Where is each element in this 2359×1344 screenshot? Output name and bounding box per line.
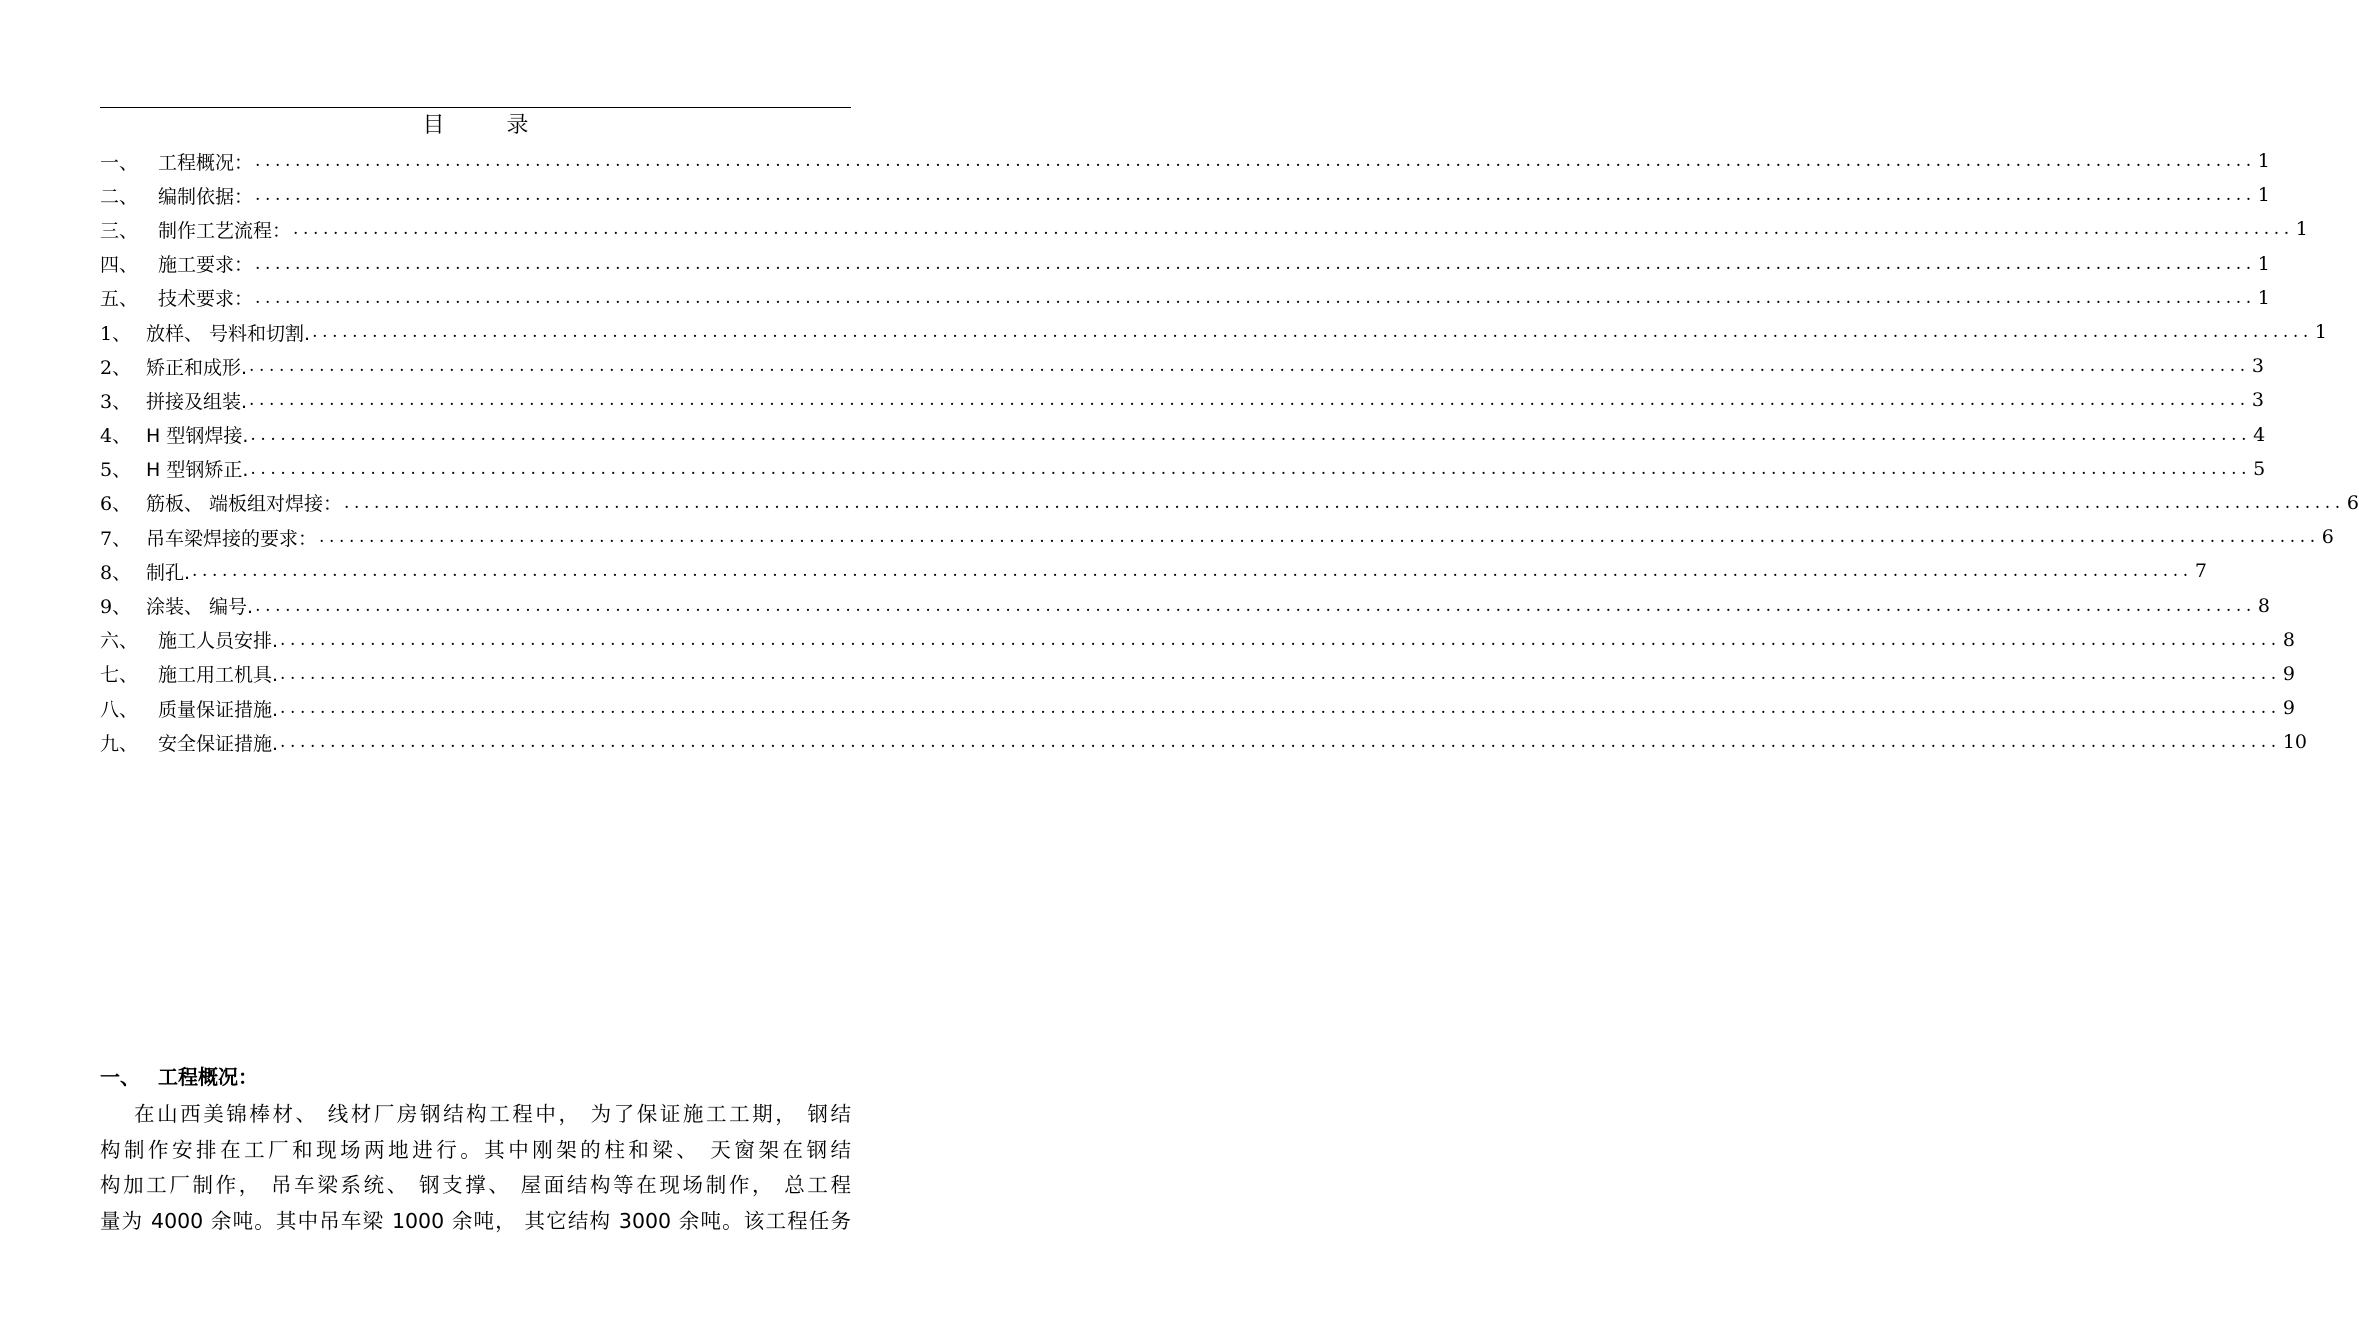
toc-entry[interactable] (100, 691, 2295, 725)
toc-entry-number: 9、 (100, 596, 132, 619)
toc-entry[interactable] (100, 281, 2270, 315)
toc-dot-leader: ........................................................................................................................................................................................................ (255, 185, 2256, 206)
body-line: 构加工厂制作， 吊车梁系统、 钢支撑、 屋面结构等在现场制作， 总工程 (100, 1173, 851, 1197)
section-number: 一、 (100, 1065, 140, 1089)
toc-dot-leader: ........................................................................................................................................................................................................ (280, 732, 2281, 753)
toc-entry-number: 1、 (100, 322, 132, 345)
toc-entry[interactable] (100, 520, 2334, 554)
toc-entry-label: 吊车梁焊接的要求： (146, 527, 318, 550)
toc-entry-page: 1 (2295, 218, 2308, 241)
section-title: 工程概况： (158, 1065, 258, 1089)
toc-entry-number: 3、 (100, 390, 132, 413)
toc-entry-number: 八、 (100, 698, 139, 721)
toc-entry[interactable] (100, 315, 2327, 349)
toc-title-char-1: 目 (422, 113, 445, 138)
toc-entry-page: 9 (2282, 662, 2295, 685)
toc-entry[interactable] (100, 623, 2295, 657)
toc-dot-leader: ........................................................................................................................................................................................................ (312, 322, 2313, 343)
toc-entry-page: 9 (2282, 697, 2295, 720)
toc-dot-leader: ........................................................................................................................................................................................................ (249, 390, 2250, 411)
toc-entry-label: 施工要求： (158, 254, 254, 277)
toc-entry-label: 制孔. (146, 561, 191, 584)
toc-entry-page: 1 (2257, 252, 2270, 275)
toc-entry-page: 8 (2282, 628, 2295, 651)
toc-entry-label: H 型钢矫正. (146, 459, 249, 482)
toc-entry[interactable] (100, 212, 2308, 246)
toc-entry-number: 二、 (100, 185, 139, 208)
toc-entry[interactable] (100, 418, 2266, 452)
header-rule (100, 107, 851, 108)
toc-dot-leader: ........................................................................................................................................................................................................ (255, 287, 2256, 308)
toc-entry-label: 涂装、 编号. (146, 596, 254, 619)
toc-entry-number: 一、 (100, 151, 139, 174)
toc-dot-leader: ........................................................................................................................................................................................................ (280, 698, 2281, 719)
toc-entry-number: 7、 (100, 527, 132, 550)
toc-entry-label: 筋板、 端板组对焊接： (146, 493, 343, 516)
toc-entry-label: 安全保证措施. (158, 732, 279, 755)
toc-entry-label: 施工用工机具. (158, 664, 279, 687)
toc-entry[interactable] (100, 588, 2270, 622)
toc-entry-page: 7 (2194, 560, 2207, 583)
toc-dot-leader: ........................................................................................................................................................................................................ (255, 253, 2256, 274)
toc-entry-number: 九、 (100, 732, 139, 755)
toc-dot-leader: ........................................................................................................................................................................................................ (344, 492, 2345, 513)
toc-entry-number: 五、 (100, 288, 139, 311)
toc-title (100, 112, 851, 140)
toc-entry[interactable] (100, 178, 2270, 212)
body-line: 量为 4000 余吨。其中吊车梁 1000 余吨， 其它结构 3000 余吨。该工程任务 (100, 1208, 851, 1233)
table-of-contents (100, 144, 2359, 759)
toc-dot-leader: ........................................................................................................................................................................................................ (249, 356, 2250, 377)
section-heading (100, 1062, 851, 1094)
toc-entry-label: 矫正和成形. (146, 356, 248, 379)
toc-entry[interactable] (100, 383, 2264, 417)
toc-entry-label: 放样、 号料和切割. (146, 322, 311, 345)
toc-entry-page: 3 (2251, 355, 2264, 378)
toc-title-char-2: 录 (506, 113, 529, 138)
toc-dot-leader: ........................................................................................................................................................................................................ (250, 458, 2252, 479)
toc-dot-leader: ........................................................................................................................................................................................................ (192, 561, 2193, 582)
toc-entry-label: 拼接及组装. (146, 390, 248, 413)
toc-entry-page: 1 (2257, 286, 2270, 309)
body-line: 在山西美锦棒材、 线材厂房钢结构工程中， 为了保证施工工期， 钢结 (134, 1102, 851, 1126)
toc-entry-page: 1 (2257, 150, 2270, 173)
toc-entry-number: 6、 (100, 493, 132, 516)
toc-dot-leader: ........................................................................................................................................................................................................ (250, 424, 2252, 445)
toc-dot-leader: ........................................................................................................................................................................................................ (255, 595, 2256, 616)
toc-dot-leader: ........................................................................................................................................................................................................ (280, 629, 2281, 650)
toc-entry-label: 施工人员安排. (158, 630, 279, 653)
toc-entry-number: 5、 (100, 459, 132, 482)
toc-entry[interactable] (100, 452, 2266, 486)
toc-entry-label: H 型钢焊接. (146, 425, 249, 448)
body-line: 构制作安排在工厂和现场两地进行。其中刚架的柱和梁、 天窗架在钢结 (100, 1137, 851, 1162)
toc-entry[interactable] (100, 657, 2295, 691)
toc-entry[interactable] (100, 144, 2270, 178)
toc-entry[interactable] (100, 349, 2264, 383)
toc-entry-page: 3 (2251, 389, 2264, 412)
section-project-overview (100, 1062, 851, 1239)
toc-entry-label: 技术要求： (158, 288, 254, 311)
toc-entry[interactable] (100, 554, 2207, 588)
toc-entry[interactable] (100, 486, 2359, 520)
toc-entry-number: 4、 (100, 425, 132, 448)
toc-entry-page: 4 (2253, 423, 2266, 446)
toc-dot-leader: ........................................................................................................................................................................................................ (280, 663, 2281, 684)
toc-entry-page: 6 (2346, 491, 2359, 514)
section-body (100, 1097, 851, 1239)
toc-entry-number: 四、 (100, 254, 139, 277)
toc-entry-page: 1 (2314, 321, 2327, 344)
toc-entry-page: 10 (2282, 731, 2307, 754)
toc-entry[interactable] (100, 247, 2270, 281)
toc-entry-number: 2、 (100, 356, 132, 379)
toc-dot-leader: ........................................................................................................................................................................................................ (293, 219, 2294, 240)
toc-entry-label: 工程概况： (158, 151, 254, 174)
toc-dot-leader: ........................................................................................................................................................................................................ (255, 151, 2256, 172)
toc-entry-label: 质量保证措施. (158, 698, 279, 721)
toc-entry-page: 8 (2257, 594, 2270, 617)
toc-entry-page: 5 (2253, 457, 2266, 480)
toc-entry-number: 8、 (100, 561, 132, 584)
toc-dot-leader: ........................................................................................................................................................................................................ (319, 527, 2320, 548)
toc-entry-label: 制作工艺流程： (158, 219, 292, 242)
toc-entry-label: 编制依据： (158, 185, 254, 208)
toc-entry-page: 1 (2257, 184, 2270, 207)
toc-entry-number: 六、 (100, 630, 139, 653)
toc-entry-number: 三、 (100, 219, 139, 242)
toc-entry-number: 七、 (100, 664, 139, 687)
toc-entry[interactable] (100, 725, 2307, 759)
toc-entry-page: 6 (2321, 526, 2334, 549)
